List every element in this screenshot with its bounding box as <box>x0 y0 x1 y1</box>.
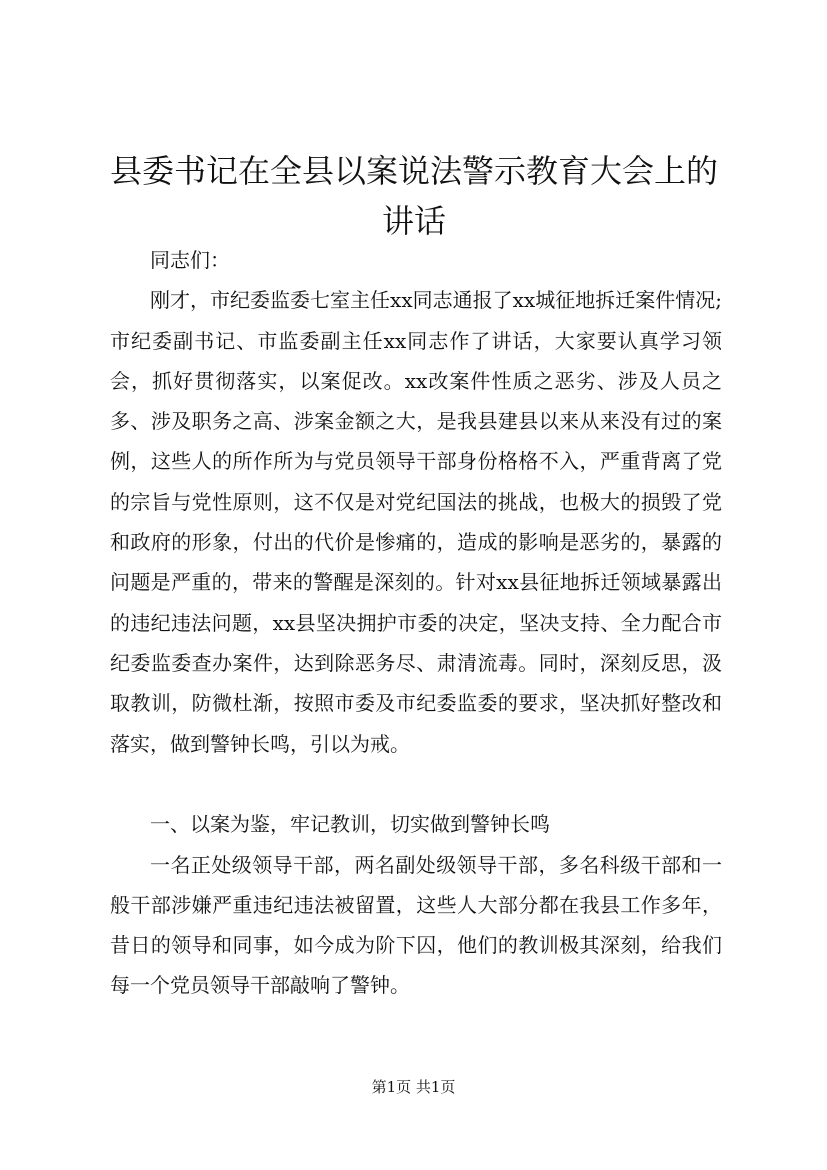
salutation: 同志们： <box>150 248 230 272</box>
section-heading-1: 一、以案为鉴，牢记教训，切实做到警钟长鸣 <box>150 812 550 837</box>
document-title: 县委书记在全县以案说法警示教育大会上的讲话 <box>109 152 718 240</box>
document-body <box>110 240 722 1006</box>
paragraph-intro: 刚才，市纪委监委七室主任xx同志通报了xx城征地拆迁案件情况;市纪委副书记、市监委副主任xx同志作了讲话，大家要认真学习领会，抓好贯彻落实，以案促改。xx改案件性质之恶劣、涉及人员之多、涉及职务之高、涉案金额之大，是我县建县以来从来没有过的案例，这些人的所作所为与党员领导干部身份格格不入，严重背离了党的宗旨与党性原则，这不仅是对党纪国法的挑战，也极大的损毁了党和政府的形象，付出的代价是惨痛的，造成的影响是恶劣的，暴露的问题是严重的，带来的警醒是深刻的。针对xx县征地拆迁领域暴露出的违纪违法问题，xx县坚决拥护市委的决定，坚决支持、全力配合市纪委监委查办案件，达到除恶务尽、肃清流毒。同时，深刻反思，汲取教训，防微杜渐，按照市委及市纪委监委的要求，坚决抓好整改和落实，做到警钟长鸣，引以为戒。 <box>110 288 722 756</box>
paragraph-section-1: 一名正处级领导干部，两名副处级领导干部，多名科级干部和一般干部涉嫌严重违纪违法被留置，这些人大部分都在我县工作多年，昔日的领导和同事，如今成为阶下囚，他们的教训极其深刻，给我们每一个党员领导干部敲响了警钟。 <box>110 852 722 998</box>
page-footer: 第1页 共1页 <box>371 1078 456 1096</box>
